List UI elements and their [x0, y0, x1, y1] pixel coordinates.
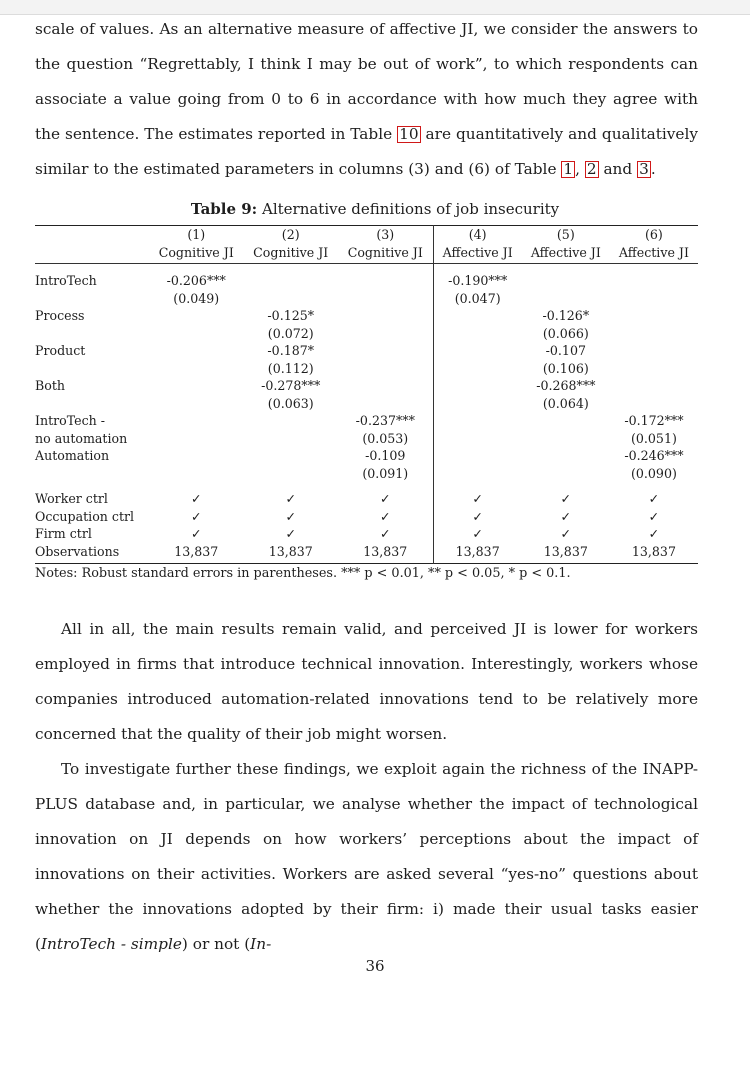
table-cell [338, 377, 433, 395]
table-cell [522, 465, 610, 483]
col-number: (1) [187, 227, 206, 242]
italic-term: In- [250, 935, 272, 953]
table-row [35, 290, 698, 308]
table-cell: ✓ [433, 525, 522, 543]
table-cell [243, 430, 337, 448]
table-cell [243, 447, 337, 465]
table-cell [610, 325, 698, 343]
row-label: IntroTech [35, 273, 97, 288]
table-cell [149, 377, 243, 395]
table-cell [149, 465, 243, 483]
table-row [35, 447, 698, 465]
table-cell: (0.072) [267, 325, 314, 341]
row-label [35, 290, 149, 308]
table-cell [433, 430, 522, 448]
table-row [35, 342, 698, 360]
table-cell: ✓ [190, 526, 202, 541]
table-cell [610, 290, 698, 308]
table-cell [149, 360, 243, 378]
table-cell: ✓ [379, 491, 391, 506]
row-label: IntroTech - [35, 413, 106, 428]
table-row [35, 508, 698, 526]
table-notes: Notes: Robust standard errors in parentheses. *** p < 0.01, ** p < 0.05, * p < 0.1. [35, 566, 571, 581]
table-cell: (0.106) [542, 360, 589, 376]
table-cell [522, 290, 610, 308]
col-name: Cognitive JI [338, 244, 433, 264]
table-cell: -0.278*** [261, 378, 321, 393]
col-number: (3) [376, 227, 395, 242]
col-name: Cognitive JI [149, 244, 243, 264]
table-row [35, 264, 698, 290]
row-label: Worker ctrl [35, 491, 108, 506]
table-cell: (0.066) [542, 325, 589, 341]
table-row [35, 395, 698, 413]
row-label [35, 325, 149, 343]
link-table-1[interactable]: 1 [563, 160, 574, 178]
table-cell: -0.125* [267, 308, 315, 323]
table-cell [433, 465, 522, 483]
col-name: Cognitive JI [243, 244, 337, 264]
row-label: no automation [35, 430, 128, 446]
table-cell [610, 377, 698, 395]
table-cell: (0.112) [267, 360, 314, 376]
table-cell: ✓ [648, 508, 660, 524]
table-cell: -0.206*** [166, 273, 226, 288]
table-cell [433, 360, 522, 378]
caption-text: Alternative definitions of job insecurity [262, 200, 560, 218]
table-cell: ✓ [648, 491, 660, 506]
paragraph-text: ) or not ( [181, 935, 251, 953]
paragraph-text: . [650, 160, 656, 178]
table-cell: -0.126* [542, 308, 590, 323]
row-label [35, 465, 149, 483]
table-cell [243, 290, 337, 308]
table-cell [243, 465, 337, 483]
table-cell [433, 342, 522, 360]
table-cell: ✓ [560, 508, 572, 524]
table-cell [338, 290, 433, 308]
table-cell: 13,837 [433, 543, 522, 564]
link-table-2[interactable]: 2 [586, 160, 597, 178]
table-cell [610, 342, 698, 360]
table-cell [433, 447, 522, 465]
table-row [35, 377, 698, 395]
table-cell: 13,837 [363, 543, 408, 559]
table-cell: 13,837 [631, 543, 676, 559]
table-cell: (0.051) [630, 430, 677, 446]
table-cell [338, 342, 433, 360]
table-cell: (0.063) [267, 395, 314, 411]
link-table-3[interactable]: 3 [639, 160, 649, 178]
col-number: (4) [433, 226, 522, 244]
table-cell: -0.187* [267, 343, 315, 358]
table-caption [0, 200, 750, 218]
table-cell [522, 430, 610, 448]
table-cell: -0.190*** [433, 264, 522, 290]
table-row [35, 465, 698, 483]
row-label: Both [35, 378, 66, 393]
paragraph-text: scale of values. As an alternative measure of affective JI, we consider the answers to the question “Regrettably, I think I may be out of work”, to which respondents can associate a value going from 0 to 6 in accordance with how much they agree with the sentence. The estimates reported in Table [35, 20, 698, 143]
table-cell [610, 395, 698, 413]
table-cell [149, 307, 243, 325]
table-cell: ✓ [379, 508, 391, 524]
row-label: Product [35, 343, 86, 358]
row-label: Occupation ctrl [35, 508, 135, 524]
results-table [35, 225, 698, 564]
table-cell [338, 325, 433, 343]
table-cell: ✓ [379, 526, 391, 541]
table-cell: (0.047) [433, 290, 522, 308]
table-cell [149, 430, 243, 448]
table-cell [433, 395, 522, 413]
row-label [35, 395, 149, 413]
table-cell: ✓ [433, 482, 522, 508]
table-cell: ✓ [560, 491, 572, 506]
col-number: (2) [281, 227, 300, 242]
table-cell: ✓ [190, 508, 202, 524]
table-cell [433, 325, 522, 343]
header-empty [35, 226, 149, 244]
table-row [35, 525, 698, 543]
table-cell: ✓ [285, 508, 296, 524]
col-name: Affective JI [433, 244, 522, 264]
paragraph-text: are quantitatively and qualitatively similar to the estimated parameters in columns (3) and (6) of Table [35, 125, 698, 178]
paragraph-text: and [598, 160, 638, 178]
paragraph-text: To investigate further these findings, we exploit again the richness of the INAPP-PLUS database and, in particular, we analyse whether the impact of technological innovation on JI depends on how workers’ perceptions about the impact of innovations on their activities. Workers are asked several “yes-no” questions about whether the innovations adopted by their firm: i) made their usual tasks easier ( [35, 760, 698, 953]
link-table-10[interactable]: 10 [399, 125, 419, 143]
table-cell: (0.091) [362, 465, 409, 481]
table-cell [433, 412, 522, 430]
table-cell [522, 264, 610, 290]
paragraph-investigate [35, 752, 698, 962]
page-number: 36 [365, 957, 385, 975]
table-cell: ✓ [285, 526, 296, 541]
table-cell [243, 412, 337, 430]
row-label: Firm ctrl [35, 526, 92, 541]
table-cell: ✓ [285, 491, 296, 506]
table-row [35, 307, 698, 325]
table-cell: 13,837 [174, 543, 219, 559]
table-cell [243, 264, 337, 290]
table-cell [338, 360, 433, 378]
paragraph-main-results: All in all, the main results remain valid, and perceived JI is lower for workers employed in firms that introduce technical innovation. Interestingly, workers whose companies introduced automation-related innovations tend to be relatively more concerned that the quality of their job might worsen. [35, 620, 698, 743]
col-name: Affective JI [522, 244, 610, 264]
table-cell: -0.172*** [624, 413, 684, 428]
table-cell [149, 395, 243, 413]
table-cell: -0.109 [365, 448, 406, 463]
table-cell [338, 264, 433, 290]
table-cell: 13,837 [268, 543, 313, 559]
table-cell: (0.049) [173, 290, 220, 306]
row-label: Observations [35, 543, 120, 559]
row-label: Process [35, 308, 85, 323]
table-row [35, 412, 698, 430]
table-cell [433, 377, 522, 395]
table-cell: -0.246*** [624, 448, 684, 463]
table-cell [522, 447, 610, 465]
table-row [35, 482, 698, 508]
table-cell [149, 325, 243, 343]
row-label: Automation [35, 448, 110, 463]
table-cell [149, 342, 243, 360]
table-cell: (0.090) [630, 465, 677, 481]
header-row-numbers [35, 226, 698, 244]
table-row [35, 543, 698, 564]
col-number: (6) [645, 227, 663, 242]
table-cell: -0.268*** [536, 378, 596, 393]
table-cell: 13,837 [543, 543, 588, 559]
table-row [35, 360, 698, 378]
table-row [35, 325, 698, 343]
table-cell [610, 264, 698, 290]
row-label [35, 360, 149, 378]
table-cell: (0.064) [542, 395, 589, 411]
table-cell [610, 360, 698, 378]
table-cell [149, 447, 243, 465]
header-row-names [35, 244, 698, 264]
table-cell: (0.053) [362, 430, 409, 446]
table-cell: -0.107 [545, 343, 586, 358]
table-cell: ✓ [560, 526, 572, 541]
col-name: Affective JI [610, 244, 698, 264]
table-cell: ✓ [190, 491, 202, 506]
caption-label: Table 9: [190, 200, 258, 218]
table-cell: -0.237*** [355, 413, 415, 428]
header-empty [35, 244, 149, 264]
col-number: (5) [556, 227, 575, 242]
paragraph-alternative-measure [35, 12, 698, 187]
table-cell [338, 395, 433, 413]
table-row [35, 430, 698, 448]
italic-term: IntroTech - simple [40, 935, 182, 953]
table-cell [610, 307, 698, 325]
table-cell [149, 412, 243, 430]
table-cell [522, 412, 610, 430]
table-cell [338, 307, 433, 325]
table-cell: ✓ [648, 526, 660, 541]
table-cell: ✓ [433, 508, 522, 526]
table-cell [433, 307, 522, 325]
paragraph-text: , [575, 160, 585, 178]
